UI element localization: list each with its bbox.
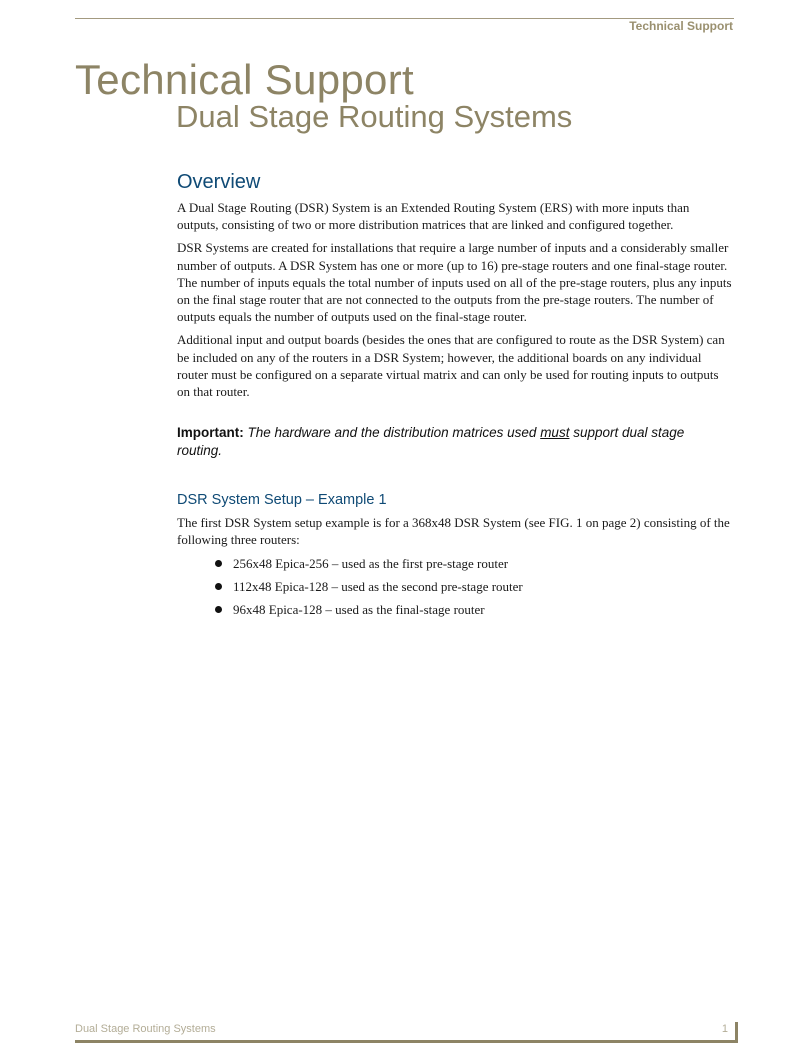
setup-heading: DSR System Setup – Example 1: [177, 492, 387, 509]
footer-title: Dual Stage Routing Systems: [75, 1023, 216, 1035]
overview-paragraph-1: A Dual Stage Routing (DSR) System is an Extended Routing System (ERS) with more inputs than outputs, consisting of two or more distribution matrices that are linked and configured together.: [177, 200, 690, 233]
important-note: [177, 424, 732, 460]
footer-rule: [75, 1040, 738, 1043]
list-item: [177, 555, 732, 573]
list-item: [177, 601, 732, 619]
important-text-after: support dual stage routing.: [177, 425, 685, 459]
bullet-icon: [215, 606, 222, 613]
bullet-icon: [215, 583, 222, 590]
list-item: [177, 578, 732, 596]
page-number: 1: [721, 1023, 728, 1035]
overview-paragraph-2: DSR Systems are created for installations that require a large number of inputs and a considerably smaller number of outputs. A DSR System has one or more (up to 16) pre-stage routers and one final-stage router. The number of inputs equals the total number of inputs used on all of the pre-stage routers, plus any inputs on the final stage router that are not connected to the outputs from the pre-stage routers. The number of outputs equals the number of outputs used on the final-stage router.: [177, 240, 732, 325]
list-item-text: 96x48 Epica-128 – used as the final-stage router: [233, 601, 485, 617]
important-label: Important:: [177, 425, 244, 441]
important-emphasis: must: [540, 425, 570, 441]
overview-paragraph-3: Additional input and output boards (besides the ones that are configured to route as the DSR System) can be included on any of the routers in a DSR System; however, the additional boards on any individual router must be configured on a separate virtual matrix and can only be used for routing inputs to outputs on that router.: [177, 332, 725, 400]
bullet-icon: [215, 560, 222, 567]
list-item-text: 256x48 Epica-256 – used as the first pre-stage router: [233, 555, 509, 571]
setup-intro: The first DSR System setup example is for a 368x48 DSR System (see FIG. 1 on page 2) consisting of the following three routers:: [177, 515, 730, 548]
running-header: Technical Support: [629, 19, 733, 33]
router-list: [177, 555, 732, 619]
overview-heading: Overview: [177, 171, 261, 193]
page-subtitle: Dual Stage Routing Systems: [176, 99, 573, 134]
page-title: Technical Support: [75, 56, 414, 103]
list-item-text: 112x48 Epica-128 – used as the second pre-stage router: [233, 578, 523, 594]
important-text-before: The hardware and the distribution matrices used: [247, 425, 537, 441]
main-content: [177, 168, 732, 624]
